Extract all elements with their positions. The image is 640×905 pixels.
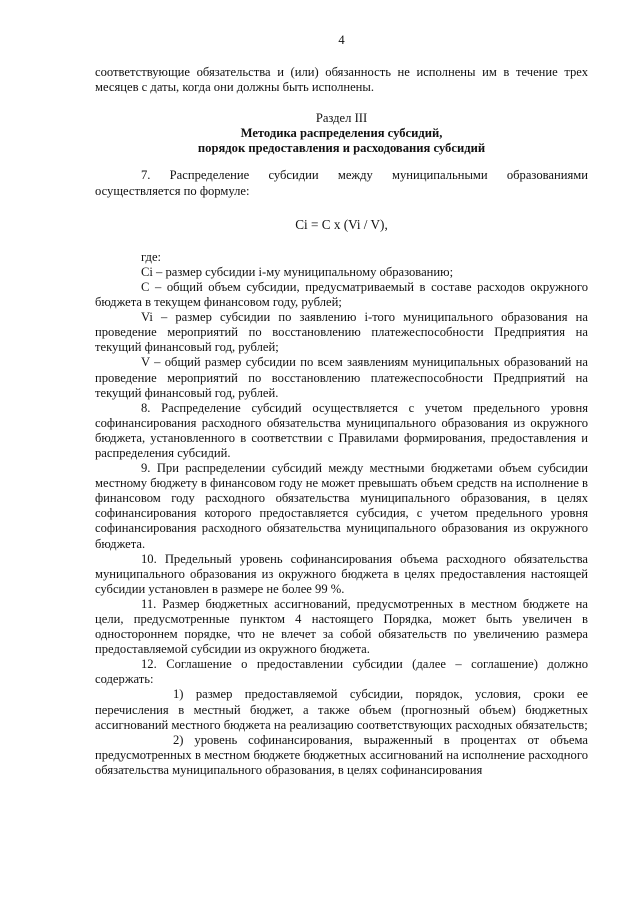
definition-vi: Vi – размер субсидии по заявлению i-того муниципального образования на проведение мероприятий по восстановлению платежеспособности Предприятия на текущий финансовый год, рублей;: [95, 310, 588, 355]
page-number: 4: [338, 33, 345, 47]
definition-v: V – общий размер субсидии по всем заявлениям муниципальных образований на проведение мероприятий по восстановлению платежеспособности Предприятий на текущий финансовый год, рублей.: [95, 355, 588, 400]
definition-ci: Ci – размер субсидии i-му муниципальному образованию;: [141, 264, 454, 279]
paragraph-12-item-2: 2) уровень софинансирования, выраженный в процентах от объема предусмотренных в местном бюджете бюджетных ассигнований на исполнение расходного обязательства муниципального образования, в целях софинансирования: [95, 732, 588, 777]
section-heading: Раздел III: [315, 111, 368, 126]
paragraph-8: 8. Распределение субсидий осуществляется с учетом предельного уровня софинансирования расходного обязательства муниципального образования из окружного бюджета, установленного в соответствии с Правилами формирования, предоставления и распределения субсидий.: [95, 400, 588, 460]
section-title-line1: Методика распределения субсидий,: [240, 126, 443, 141]
paragraph-7: 7. Распределение субсидии между муниципальными образованиями осуществляется по формуле:: [95, 168, 588, 198]
paragraph-9: 9. При распределении субсидий между местными бюджетами объем субсидии местному бюджету в финансовом году не может превышать объем средств на исполнение в финансовом году расходного обязательства муниципального образования, в целях софинансирования которого предоставляется субсидия, с учетом предельного уровня софинансирования расходного обязательства муниципального образования из окружного бюджета.: [95, 461, 588, 551]
paragraph-12: 12. Соглашение о предоставлении субсидии (далее – соглашение) должно содержать:: [95, 657, 588, 687]
continuation-paragraph: соответствующие обязательства и (или) обязанность не исполнены им в течение трех месяцев с даты, когда они должны быть исполнены.: [95, 65, 588, 95]
section-title-line2: порядок предоставления и расходования субсидий: [197, 141, 486, 156]
paragraph-12-item-1: 1) размер предоставляемой субсидии, порядок, условия, сроки ее перечисления в местный бюджет, а также объем (прогнозный объем) бюджетных ассигнований местного бюджета на реализацию соответствующих расходных обязательств;: [95, 687, 588, 732]
definition-c: С – общий объем субсидии, предусматриваемый в составе расходов окружного бюджета в текущем финансовом году, рублей;: [95, 279, 588, 310]
paragraph-10: 10. Предельный уровень софинансирования объема расходного обязательства муниципального образования из окружного бюджета в целях предоставления настоящей субсидии установлен в размере не более 99 %.: [95, 551, 588, 596]
paragraph-11: 11. Размер бюджетных ассигнований, предусмотренных в местном бюджете на цели, предусмотренные пунктом 4 настоящего Порядка, может быть увеличен в одностороннем порядке, что не влечет за собой обязательств по увеличению размера предоставляемой субсидии из окружного бюджета.: [95, 596, 588, 657]
distribution-formula: Ci = C x (Vi / V),: [295, 216, 388, 232]
where-label: где:: [141, 249, 162, 264]
